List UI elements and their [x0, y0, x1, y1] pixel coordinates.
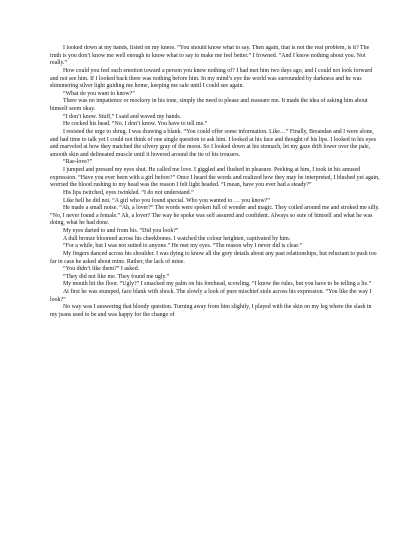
paragraph: I jumped and pressed my eyes shut. He called me love. I giggled and flushed in pleasure. Peeking at him, I took in his amused expression. “Have you ever been with a girl before?” Once I heard the words and realized how they may be interpreted, I blushed yet again, worried the blood rushing to my head was the reason I felt light headed. “I mean, have you ever had a steady?”	[50, 167, 380, 189]
paragraph: His lips twitched, eyes twinkled. “I do not understand.”	[63, 189, 194, 196]
paragraph: I looked down at my hands, fisted on my knees. “You should know what to say. Then again, that is not the real problem, is it? The truth is you don’t know me well enough to know what to say to make me feel better.” I frowned. “And I know nothing about you. Not really.”	[50, 45, 370, 67]
paragraph: My mouth hit the floor. “Ugly?” I smacked my palm on his forehead, scowling. “I know the rules, but you have to be telling a lie.”	[63, 281, 372, 288]
paragraph: “You didn’t like them?” I asked.	[63, 266, 140, 273]
paragraph: My fingers danced across his shoulder. I was dying to know all the gory details about any past relationships, but reluctant to push too far in case he asked about mine. Rather, the lack of mine.	[50, 250, 377, 265]
paragraph: “They did not like me. They found me ugly.”	[63, 273, 170, 280]
paragraph: “Rae-love?”	[63, 159, 93, 166]
paragraph: My eyes darted to and from his. “Did you look?”	[63, 228, 179, 234]
paragraph: I resisted the urge to shrug. I was drawing a blank. “You could offer some information. Like…” Finally, Breandan and I were alone, and had time to talk yet I could not think of one single question to ask him. I looked at his face and thought of his lips. I looked in his eyes and marveled at how they matched the silvery gray of the moon. So I looked down at his stomach, let my gaze drift lower over the pale, smooth skin and delineated muscle until it hovered around the tie of his trousers.	[50, 128, 377, 158]
book-page	[50, 45, 380, 525]
paragraph: There was no impatience or mockery in his tone, simply the need to please and reassure me. It made the idea of asking him about himself seem okay.	[50, 98, 368, 112]
paragraph: Like hell he did not. “A girl who you found special. Who you wanted to … you know?”	[63, 197, 270, 204]
paragraph: “For a while, but I was not suited to anyone.” He met my eyes. “The reason why I never did is clear.”	[63, 243, 302, 250]
paragraph: At first he was stumped, face blank with shock. The slowly a look of pure mischief stole across his expression. “You like the way I look?”	[50, 289, 372, 303]
paragraph: “What do you want to know?”	[63, 90, 135, 97]
paragraph: “I don’t know. Stuff,” I said and waved my hands.	[63, 113, 182, 120]
paragraph: He cocked his head. “No. I don’t know. You have to tell me.”	[63, 121, 208, 128]
paragraph: How could you feel such emotion toward a person you knew nothing of? I had met him two days ago, and I could not look forward and not see him. If I looked back there was nothing before him. In my mind’s eye the world was surrounded by darkness and he was shimmering silver light guiding me home, keeping me safe until I could see again.	[50, 67, 373, 90]
paragraph: He made a small noise. “Ah, a lover?” The words were spoken full of wonder and magic. They coiled around me and stroked me silly. “No, I never found a female.” Ah, a lover? The way he spoke was self assured and confident. Always so sure of himself and what he was doing, what he had done.	[50, 205, 380, 227]
paragraph: No way was I answering that bloody question. Turning away from him slightly, I played with the skin on my leg where the slash in my jeans used to be and was happy for the change of	[50, 304, 372, 318]
paragraph: A dull bronze bloomed across his cheekbones. I watched the colour heighten, captivated by him.	[63, 235, 291, 242]
